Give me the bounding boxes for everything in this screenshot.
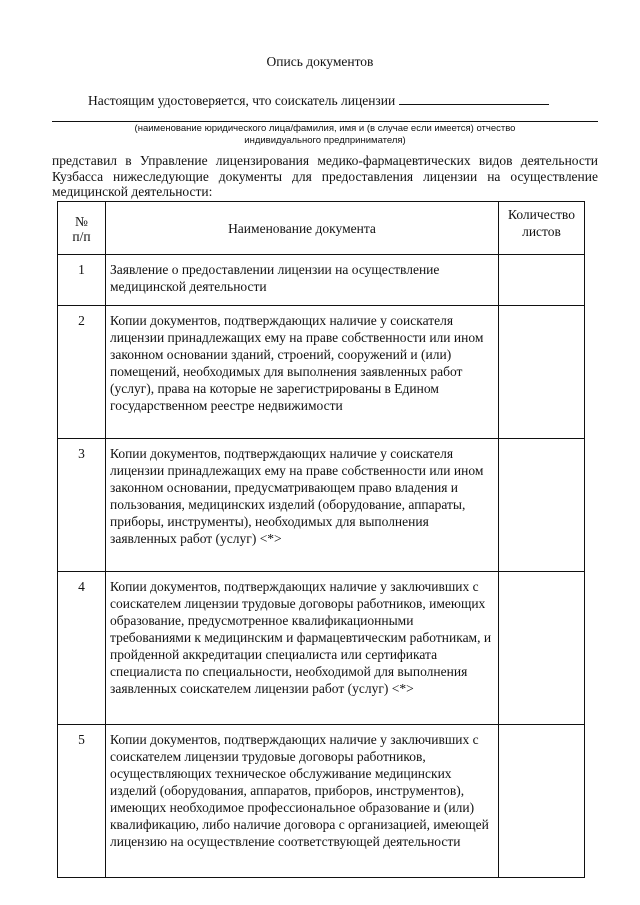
table-row xyxy=(58,439,585,572)
table-row xyxy=(58,306,585,439)
row-sheets-cell[interactable] xyxy=(499,439,585,572)
row-sheets-cell[interactable] xyxy=(499,255,585,306)
header-number-line1: № xyxy=(75,213,88,229)
intro-paragraph: представил в Управление лицензирования медико-фармацевтических видов деятельности Кузбасса нижеследующие документы для предоставления лицензии на осуществление медицинской деятельности: xyxy=(52,153,598,199)
header-number-line2: п/п xyxy=(72,228,91,244)
header-number xyxy=(58,202,106,255)
row-number: 3 xyxy=(58,439,106,572)
hint-line-2: индивидуального предпринимателя) xyxy=(244,135,406,146)
hint-line-1: (наименование юридического лица/фамилия, имя и (в случае если имеется) отчество xyxy=(134,123,516,134)
applicant-name-line xyxy=(52,121,598,122)
applicant-blank-line xyxy=(399,91,549,105)
row-number: 2 xyxy=(58,306,106,439)
certify-statement xyxy=(88,91,549,109)
row-document-name: Копии документов, подтверждающих наличие у соискателя лицензии принадлежащих ему на праве собственности или ином законном основании зданий, строений, сооружений и (или) помещений, необходимых для выполнения заявленных работ (услуг), права на которые не зарегистрированы в Едином государственном реестре недвижимости xyxy=(106,306,499,439)
row-number: 1 xyxy=(58,255,106,306)
row-document-name: Заявление о предоставлении лицензии на осуществление медицинской деятельности xyxy=(106,255,499,306)
header-name: Наименование документа xyxy=(106,202,499,255)
table-header-row xyxy=(58,202,585,255)
table-row xyxy=(58,572,585,725)
row-document-name: Копии документов, подтверждающих наличие у заключивших с соискателем лицензии трудовые договоры работников, имеющих образование, предусмотренное квалификационными требованиями к медицинским и фармацевтическим работникам, и пройденной аккредитации специалиста или сертификата специалиста по специальности, необходимой для выполнения заявленных соискателем лицензии работ (услуг) <*> xyxy=(106,572,499,725)
row-document-name: Копии документов, подтверждающих наличие у заключивших с соискателем лицензии трудовые договоры работников, осуществляющих техническое обслуживание медицинских изделий (оборудования, аппаратов, приборов, инструментов), имеющих необходимое профессиональное образование и (или) квалификацию, либо наличие договора с организацией, имеющей лицензию на осуществление соответствующей деятельности xyxy=(106,725,499,878)
row-number: 5 xyxy=(58,725,106,878)
table-row xyxy=(58,725,585,878)
table-row xyxy=(58,255,585,306)
row-sheets-cell[interactable] xyxy=(499,572,585,725)
row-sheets-cell[interactable] xyxy=(499,306,585,439)
document-title: Опись документов xyxy=(266,54,374,69)
row-document-name: Копии документов, подтверждающих наличие у соискателя лицензии принадлежащих ему на праве собственности или ином законном основании, предусматривающем право владения и пользования, медицинских изделий (оборудование, аппараты, приборы, инструменты), необходимых для выполнения заявленных работ (услуг) <*> xyxy=(106,439,499,572)
header-sheets-line1: Количество xyxy=(508,207,575,222)
documents-table xyxy=(57,201,585,878)
row-number: 4 xyxy=(58,572,106,725)
applicant-name-hint xyxy=(60,123,590,147)
certify-text: Настоящим удостоверяется, что соискатель лицензии xyxy=(88,93,396,108)
row-sheets-cell[interactable] xyxy=(499,725,585,878)
header-sheets xyxy=(499,202,585,255)
header-sheets-line2: листов xyxy=(522,224,561,239)
